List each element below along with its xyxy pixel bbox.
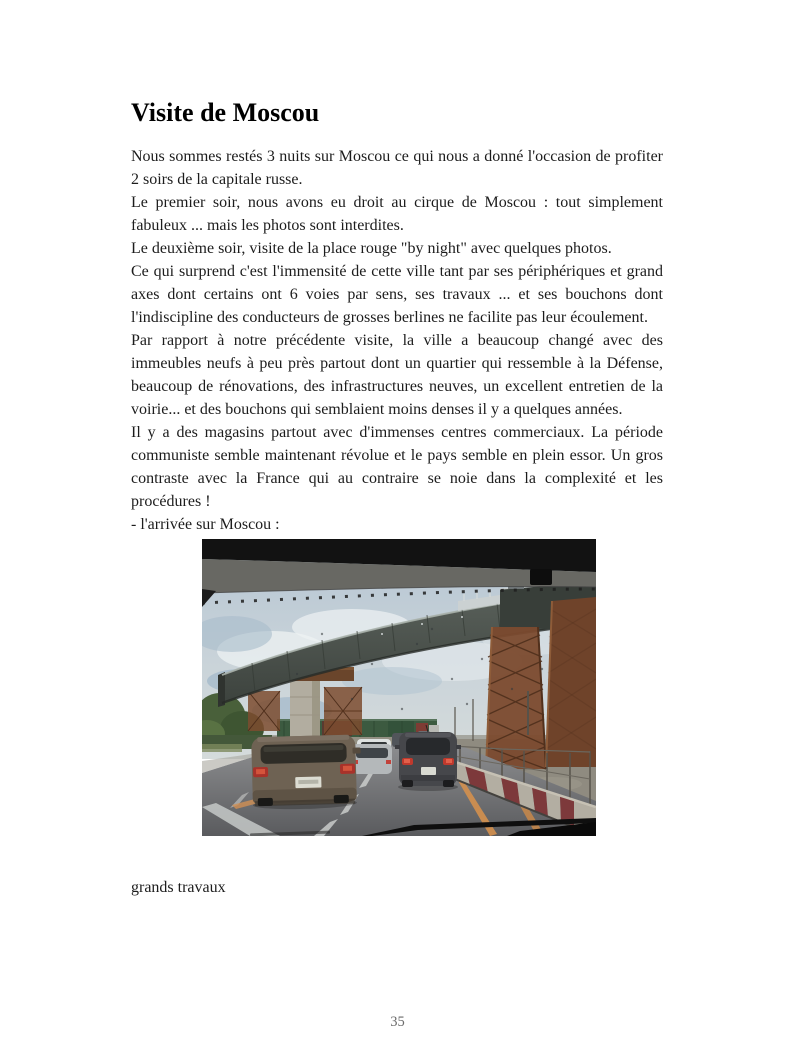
hatchback-car bbox=[395, 725, 461, 791]
paragraph: Ce qui surprend c'est l'immensité de cette ville tant par ses périphériques et grand axes dont certains ont 6 voies par sens, ses travaux ... et ses bouchons dont l'indiscipline des conducteurs de grosses berlines ne facilite pas leur écoulement. bbox=[131, 263, 663, 326]
page-title: Visite de Moscou bbox=[131, 98, 320, 127]
paragraph: Par rapport à notre précédente visite, la ville a beaucoup changé avec des immeubles neufs à peu près partout dont un quartier qui ressemble à la Défense, beaucoup de rénovations, des infrastructures neuves, un excellent entretien de la voirie... et des bouchons qui semblaient moins denses il y a quelques années. bbox=[131, 332, 663, 418]
paragraph: Nous sommes restés 3 nuits sur Moscou ce qui nous a donné l'occasion de profiter 2 soirs de la capitale russe. bbox=[131, 148, 663, 188]
body-text bbox=[131, 145, 663, 536]
paragraph: Le deuxième soir, visite de la place rouge "by night" avec quelques photos. bbox=[131, 240, 612, 257]
rearview-mirror-mount bbox=[530, 569, 552, 585]
photo-figure bbox=[202, 539, 596, 836]
suv-car bbox=[251, 734, 362, 810]
page-number: 35 bbox=[390, 1014, 405, 1030]
paragraph: - l'arrivée sur Moscou : bbox=[131, 516, 280, 533]
paragraph: Le premier soir, nous avons eu droit au cirque de Moscou : tout simplement fabuleux ... mais les photos sont interdites. bbox=[131, 194, 663, 234]
photo-caption: grands travaux bbox=[131, 879, 226, 896]
content-column bbox=[131, 0, 663, 899]
paragraph: Il y a des magasins partout avec d'immenses centres commerciaux. La période communiste semble maintenant révolue et le pays semble en plein essor. Un gros contraste avec la France qui au contraire se noie dans la complexité et les procédures ! bbox=[131, 424, 663, 510]
moscow-traffic-photo bbox=[202, 539, 596, 836]
